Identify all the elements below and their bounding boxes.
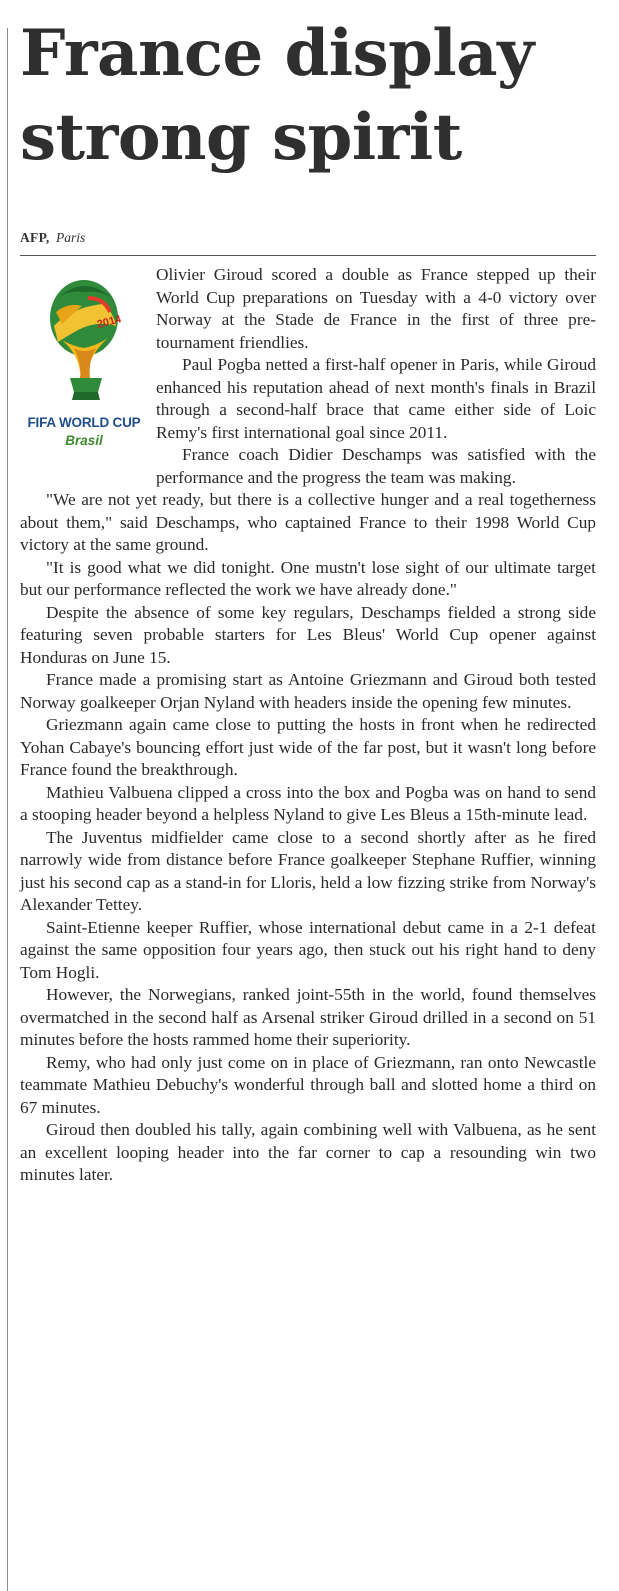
paragraph: France made a promising start as Antoine Griezmann and Giroud both tested Norway goalkeeper Orjan Nyland with headers inside the opening few minutes.	[20, 670, 596, 712]
logo-year: 2014	[95, 313, 123, 331]
left-column-rule	[7, 28, 8, 1591]
article-body	[20, 264, 596, 1187]
paragraph: Despite the absence of some key regulars, Deschamps fielded a strong side featuring seven probable starters for Les Bleus' World Cup opener against Honduras on June 15.	[20, 602, 596, 667]
paragraph: Olivier Giroud scored a double as France stepped up their World Cup preparations on Tuesday with a 4-0 victory over Norway at the Stade de France in the first of three pre-tournament friendlies.	[156, 265, 596, 352]
byline	[20, 230, 85, 246]
paragraph: Mathieu Valbuena clipped a cross into the box and Pogba was on hand to send a stooping header beyond a helpless Nyland to give Les Bleus a 15th-minute lead.	[20, 782, 596, 824]
paragraph: France coach Didier Deschamps was satisfied with the performance and the progress the team was making.	[156, 445, 596, 487]
world-cup-logo	[18, 268, 150, 486]
paragraph: "It is good what we did tonight. One mustn't lose sight of our ultimate target but our performance reflected the work we have already done."	[20, 557, 596, 599]
paragraph: Giroud then doubled his tally, again combining well with Valbuena, as he sent an excellent looping header into the far corner to cap a resounding win two minutes later.	[20, 1120, 596, 1184]
paragraph: Paul Pogba netted a first-half opener in Paris, while Giroud enhanced his reputation ahead of next month's finals in Brazil through a second-half brace that came either side of Loic Remy's first international goal since 2011.	[156, 355, 596, 442]
paragraph: Griezmann again came close to putting the hosts in front when he redirected Yohan Cabaye's bouncing effort just wide of the far post, but it wasn't long before France found the breakthrough.	[20, 715, 596, 779]
logo-caption-fifa: FIFA WORLD CUP	[27, 415, 141, 430]
paragraph: The Juventus midfielder came close to a second shortly after as he fired narrowly wide from distance before France goalkeeper Stephane Ruffier, winning just his second cap as a stand-in for Lloris, held a low fizzing strike from Norway's Alexander Tettey.	[20, 827, 596, 914]
byline-agency: AFP,	[20, 230, 50, 245]
paragraph: Saint-Etienne keeper Ruffier, whose international debut came in a 2-1 defeat against the same opposition four years ago, then stuck out his right hand to deny Tom Hogli.	[20, 917, 596, 982]
headline: France display strong spirit	[20, 16, 534, 175]
logo-caption-brasil: Brasil	[65, 433, 103, 448]
byline-place: Paris	[55, 230, 86, 245]
paragraph: However, the Norwegians, ranked joint-55th in the world, found themselves overmatched in the second half as Arsenal striker Giroud drilled in a second on 51 minutes before the hosts rammed home their superiority.	[20, 985, 596, 1049]
paragraph: Remy, who had only just come on in place of Griezmann, ran onto Newcastle teammate Mathieu Debuchy's wonderful through ball and slotted home a third on 67 minutes.	[20, 1052, 596, 1117]
paragraph: "We are not yet ready, but there is a collective hunger and a real togetherness about them," said Deschamps, who captained France to their 1998 World Cup victory at the same ground.	[20, 490, 596, 554]
byline-divider	[20, 255, 596, 256]
world-cup-trophy-icon	[18, 268, 150, 408]
